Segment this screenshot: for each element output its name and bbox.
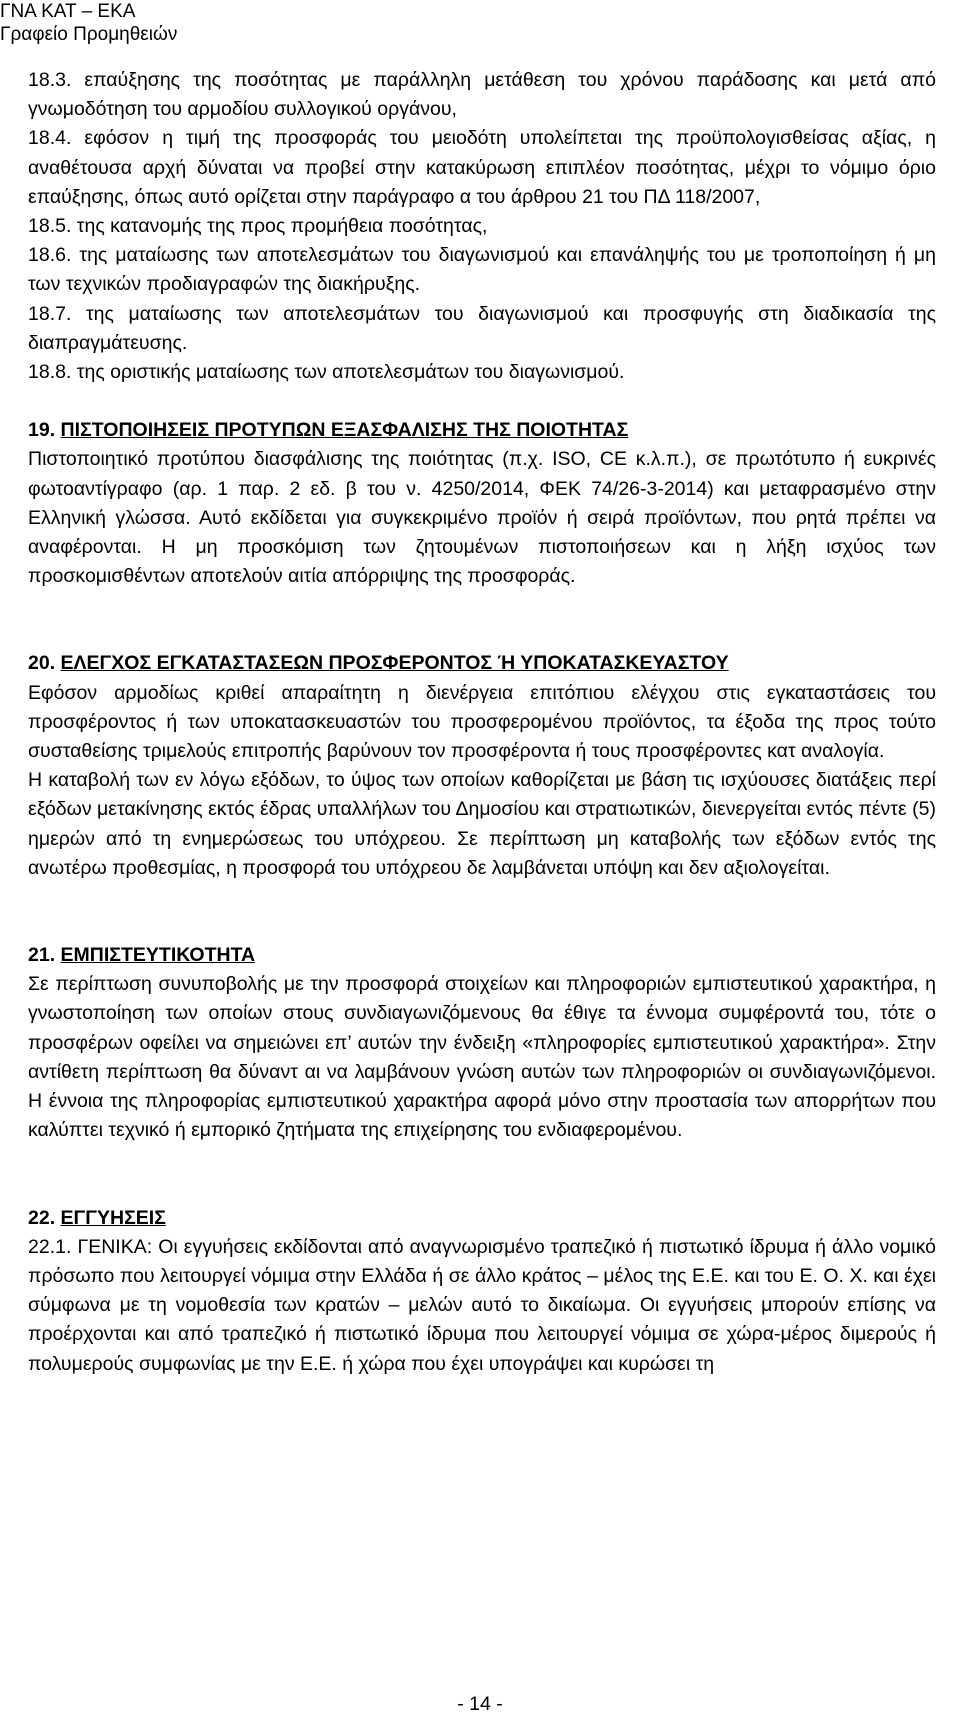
spacer <box>28 620 936 649</box>
item-18-6: 18.6. της ματαίωσης των αποτελεσμάτων του διαγωνισμού και επανάληψής του με τροποποίηση ή μη των τεχνικών προδιαγραφών της διακήρυξης. <box>28 244 936 296</box>
spacer <box>28 912 936 941</box>
item-18-8: 18.8. της οριστικής ματαίωσης των αποτελεσμάτων του διαγωνισμού. <box>28 361 625 384</box>
section-title: ΕΓΓΥΗΣΕΙΣ <box>60 1206 166 1229</box>
section-title: ΕΜΠΙΣΤΕΥΤΙΚΟΤΗΤΑ <box>60 944 256 967</box>
item-18-3: 18.3. επαύξησης της ποσότητας με παράλληλη μετάθεση του χρόνου παράδοσης και μετά από γνωμοδότηση του αρμοδίου συλλογικού οργάνου, <box>28 69 936 121</box>
spacer <box>28 1175 936 1204</box>
page-number: - 14 - <box>457 1693 503 1715</box>
section-20-paragraph-2: Η καταβολή των εν λόγω εξόδων, το ύψος των οποίων καθορίζεται με βάση τις ισχύουσες διατάξεις περί εξόδων μετακίνησης εκτός έδρας υπαλλήλων του Δημοσίου και στρατιωτικών, διενεργείται εντός πέντε (5) ημερών από τη ενημερώσεως του υπόχρεου. Σε περίπτωση μη καταβολής των εξόδων εντός της ανωτέρω προθεσμίας, η προσφορά του υπόχρεου δε λαμβάνεται υπόψη και δεν αξιολογείται. <box>28 769 936 879</box>
spacer <box>28 387 936 416</box>
item-18-4: 18.4. εφόσον η τιμή της προσφοράς του μειοδότη υπολείπεται της προϋπολογισθείσας αξίας, η αναθέτουσα αρχή δύναται να προβεί στην κατακύρωση επιπλέον ποσότητας, μέχρι το νόμιμο όριο επαύξησης, όπως αυτό ορίζεται στην παράγραφο α του άρθρου 21 του ΠΔ 118/2007, <box>28 127 936 208</box>
section-21-heading <box>28 941 936 970</box>
section-21-body: Σε περίπτωση συνυποβολής με την προσφορά στοιχείων και πληροφοριών εμπιστευτικού χαρακτήρα, η γνωστοποίηση των οποίων στους συνδιαγωνιζόμενους θα έθιγε τα έννομα συμφέροντά του, τότε ο προσφέρων οφείλει να σημειώνει επ’ αυτών την ένδειξη «πληροφορίες εμπιστευτικού χαρακτήρα». Στην αντίθετη περίπτωση θα δύναντ αι να λαμβάνουν γνώση αυτών των πληροφοριών οι συνδιαγωνιζόμενοι. Η έννοια της πληροφορίας εμπιστευτικού χαρακτήρα αφορά μόνο στην προστασία των απορρήτων που καλύπτει τεχνικό ή εμπορικό ζητήματα της επιχείρησης του ενδιαφερομένου. <box>28 973 936 1142</box>
document-body <box>28 66 936 1379</box>
section-19-heading <box>28 416 936 445</box>
section-number: 21. <box>28 944 56 967</box>
item-18-5: 18.5. της κατανομής της προς προμήθεια ποσότητας, <box>28 215 488 238</box>
section-title: ΠΙΣΤΟΠΟΙΗΣΕΙΣ ΠΡΟΤΥΠΩΝ ΕΞΑΣΦΑΛΙΣΗΣ ΤΗΣ ΠΟΙΟΤΗΤΑΣ <box>60 419 629 442</box>
section-number: 19. <box>28 419 56 442</box>
section-20-paragraph-1: Εφόσον αρμοδίως κριθεί απαραίτητη η διενέργεια επιτόπιου ελέγχου στις εγκαταστάσεις του προσφέροντος ή των υποκατασκευαστών του προσφερομένου προϊόντος, τα έξοδα της προς τούτο συσταθείσης τριμελούς επιτροπής βαρύνουν τον προσφέροντα ή τους προσφέροντες κατ αναλογία. <box>28 681 936 763</box>
header-department: Γραφείο Προμηθειών <box>0 24 178 45</box>
item-18-7: 18.7. της ματαίωσης των αποτελεσμάτων του διαγωνισμού και προσφυγής στη διαδικασία της διαπραγμάτευσης. <box>28 302 936 354</box>
section-number: 22. <box>28 1206 56 1229</box>
header-organization: ΓΝΑ ΚΑΤ – ΕΚΑ <box>0 1 136 22</box>
section-22-heading <box>28 1204 936 1233</box>
section-19-body: Πιστοποιητικό προτύπου διασφάλισης της ποιότητας (π.χ. ISO, CE κ.λ.π.), σε πρωτότυπο ή ευκρινές φωτοαντίγραφο (αρ. 1 παρ. 2 εδ. β του ν. 4250/2014, ΦΕΚ 74/26-3-2014) και μεταφρασμένο στην Ελληνική γλώσσα. Αυτό εκδίδεται για συγκεκριμένο προϊόν ή σειρά προϊόντων, που ρητά πρέπει να αναφέρονται. Η μη προσκόμιση των ζητουμένων πιστοποιήσεων και η λήξη ισχύος των προσκομισθέντων αποτελούν αιτία απόρριψης της προσφοράς. <box>28 448 936 588</box>
section-number: 20. <box>28 652 56 675</box>
spacer <box>28 591 936 620</box>
spacer <box>28 1146 936 1175</box>
document-header <box>0 0 177 46</box>
section-20-heading <box>28 649 936 678</box>
section-22-body: 22.1. ΓΕΝΙΚΑ: Οι εγγυήσεις εκδίδονται από αναγνωρισμένο τραπεζικό ή πιστωτικό ίδρυμα ή άλλο νομικό πρόσωπο που λειτουργεί νόμιμα στην Ελλάδα ή σε άλλο κράτος – μέλος της Ε.Ε. και του Ε. Ο. Χ. και έχει σύμφωνα με τη νομοθεσία των κρατών – μελών αυτό το δικαίωμα. Οι εγγυήσεις μπορούν επίσης να προέρχονται και από τραπεζικό ή πιστωτικό ίδρυμα που λειτουργεί νόμιμα σε χώρα-μέρος διμερούς ή πολυμερούς συμφωνίας με την Ε.Ε. ή χώρα που έχει υπογράψει και κυρώσει τη <box>28 1235 936 1375</box>
section-title: ΕΛΕΓΧΟΣ ΕΓΚΑΤΑΣΤΑΣΕΩΝ ΠΡΟΣΦΕΡΟΝΤΟΣ Ή ΥΠΟΚΑΤΑΣΚΕΥΑΣΤΟΥ <box>60 652 729 675</box>
spacer <box>28 883 936 912</box>
